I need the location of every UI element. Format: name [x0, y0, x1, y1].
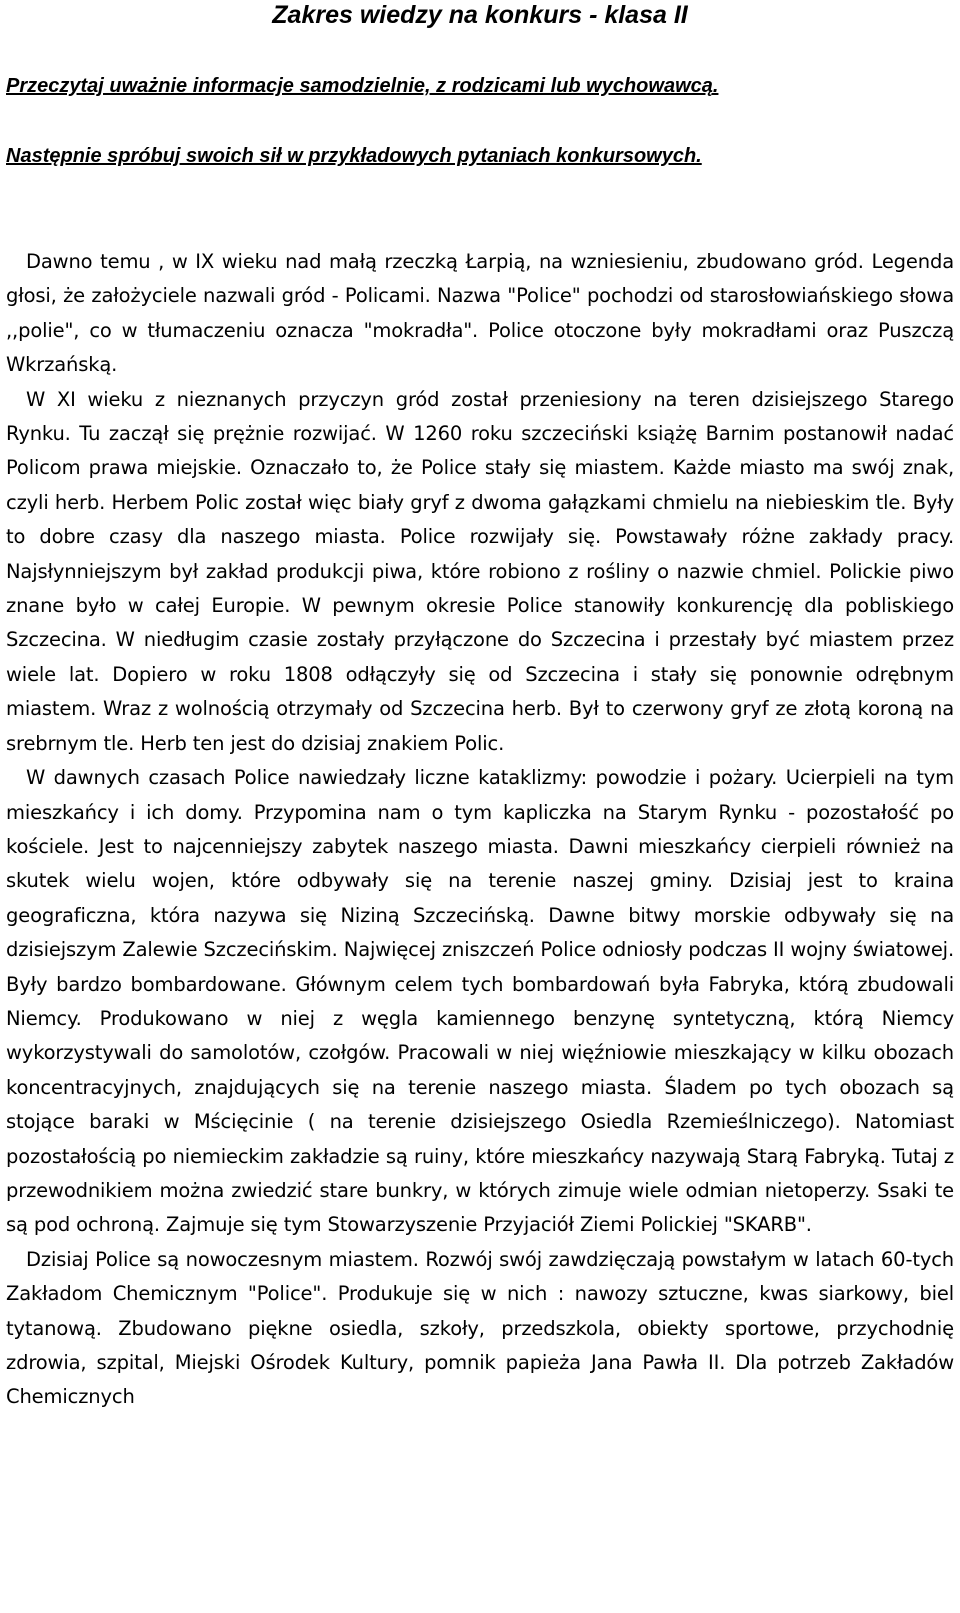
instruction-read: Przeczytaj uważnie informacje samodzielnie, z rodzicami lub wychowawcą.: [6, 75, 719, 97]
document-body: [6, 245, 954, 1415]
paragraph-disasters-war: W dawnych czasach Police nawiedzały liczne kataklizmy: powodzie i pożary. Ucierpieli na tym mieszkańcy i ich domy. Przypomina nam o tym kapliczka na Starym Rynku - pozostałość po kościele. Jest to najcenniejszy zabytek naszego miasta. Dawni mieszkańcy cierpieli również na skutek wielu wojen, które odbywały się na terenie naszej gminy. Dzisiaj jest to kraina geograficzna, która nazywa się Niziną Szczecińską. Dawne bitwy morskie odbywały się na dzisiejszym Zalewie Szczecińskim. Najwięcej zniszczeń Police odniosły podczas II wojny światowej. Były bardzo bombardowane. Głównym celem tych bombardowań była Fabryka, którą zbudowali Niemcy. Produkowano w niej z węgla kamiennego benzynę syntetyczną, którą Niemcy wykorzystywali do samolotów, czołgów. Pracowali w niej więźniowie mieszkający w kilku obozach koncentracyjnych, znajdujących się na terenie naszego miasta. Śladem po tych obozach są stojące baraki w Mścięcinie ( na terenie dzisiejszego Osiedla Rzemieślniczego). Natomiast pozostałością po niemieckim zakładzie są ruiny, które mieszkańcy nazywają Starą Fabryką. Tutaj z przewodnikiem można zwiedzić stare bunkry, w których zimuje wiele odmian nietoperzy. Ssaki te są pod ochroną. Zajmuje się tym Stowarzyszenie Przyjaciół Ziemi Polickiej "SKARB".: [6, 766, 954, 1237]
paragraph-modern-police: Dzisiaj Police są nowoczesnym miastem. Rozwój swój zawdzięczają powstałym w latach 60-tych Zakładom Chemicznym "Police". Produkuje się w nich : nawozy sztuczne, kwas siarkowy, biel tytanową. Zbudowano piękne osiedla, szkoły, przedszkola, obiekty sportowe, przychodnię zdrowia, szpital, Miejski Ośrodek Kultury, pomnik papieża Jana Pawła II. Dla potrzeb Zakładów Chemicznych: [6, 1247, 954, 1409]
instruction-try: Następnie spróbuj swoich sił w przykładowych pytaniach konkursowych.: [6, 145, 702, 167]
document-title: Zakres wiedzy na konkurs - klasa II: [272, 1, 688, 29]
paragraph-founding: Dawno temu , w IX wieku nad małą rzeczką Łarpią, na wzniesieniu, zbudowano gród. Legenda głosi, że założyciele nazwali gród - Policami. Nazwa "Police" pochodzi od starosłowiańskiego słowa ,,polie", co w tłumaczeniu oznacza "mokradła". Police otoczone były mokradłami oraz Puszczą Wkrzańską.: [6, 250, 954, 377]
paragraph-town-rights: W XI wieku z nieznanych przyczyn gród został przeniesiony na teren dzisiejszego Starego Rynku. Tu zaczął się prężnie rozwijać. W 1260 roku szczeciński książę Barnim postanowił nadać Policom prawa miejskie. Oznaczało to, że Police stały się miastem. Każde miasto ma swój znak, czyli herb. Herbem Polic został więc biały gryf z dwoma gałązkami chmielu na niebieskim tle. Były to dobre czasy dla naszego miasta. Police rozwijały się. Powstawały różne zakłady pracy. Najsłynniejszym był zakład produkcji piwa, które robiono z rośliny o nazwie chmiel. Polickie piwo znane było w całej Europie. W pewnym okresie Police stanowiły konkurencję dla pobliskiego Szczecina. W niedługim czasie zostały przyłączone do Szczecina i przestały być miastem przez wiele lat. Dopiero w roku 1808 odłączyły się od Szczecina i stały się ponownie odrębnym miastem. Wraz z wolnością otrzymały od Szczecina herb. Był to czerwony gryf ze złotą koroną na srebrnym tle. Herb ten jest do dzisiaj znakiem Polic.: [6, 387, 954, 755]
